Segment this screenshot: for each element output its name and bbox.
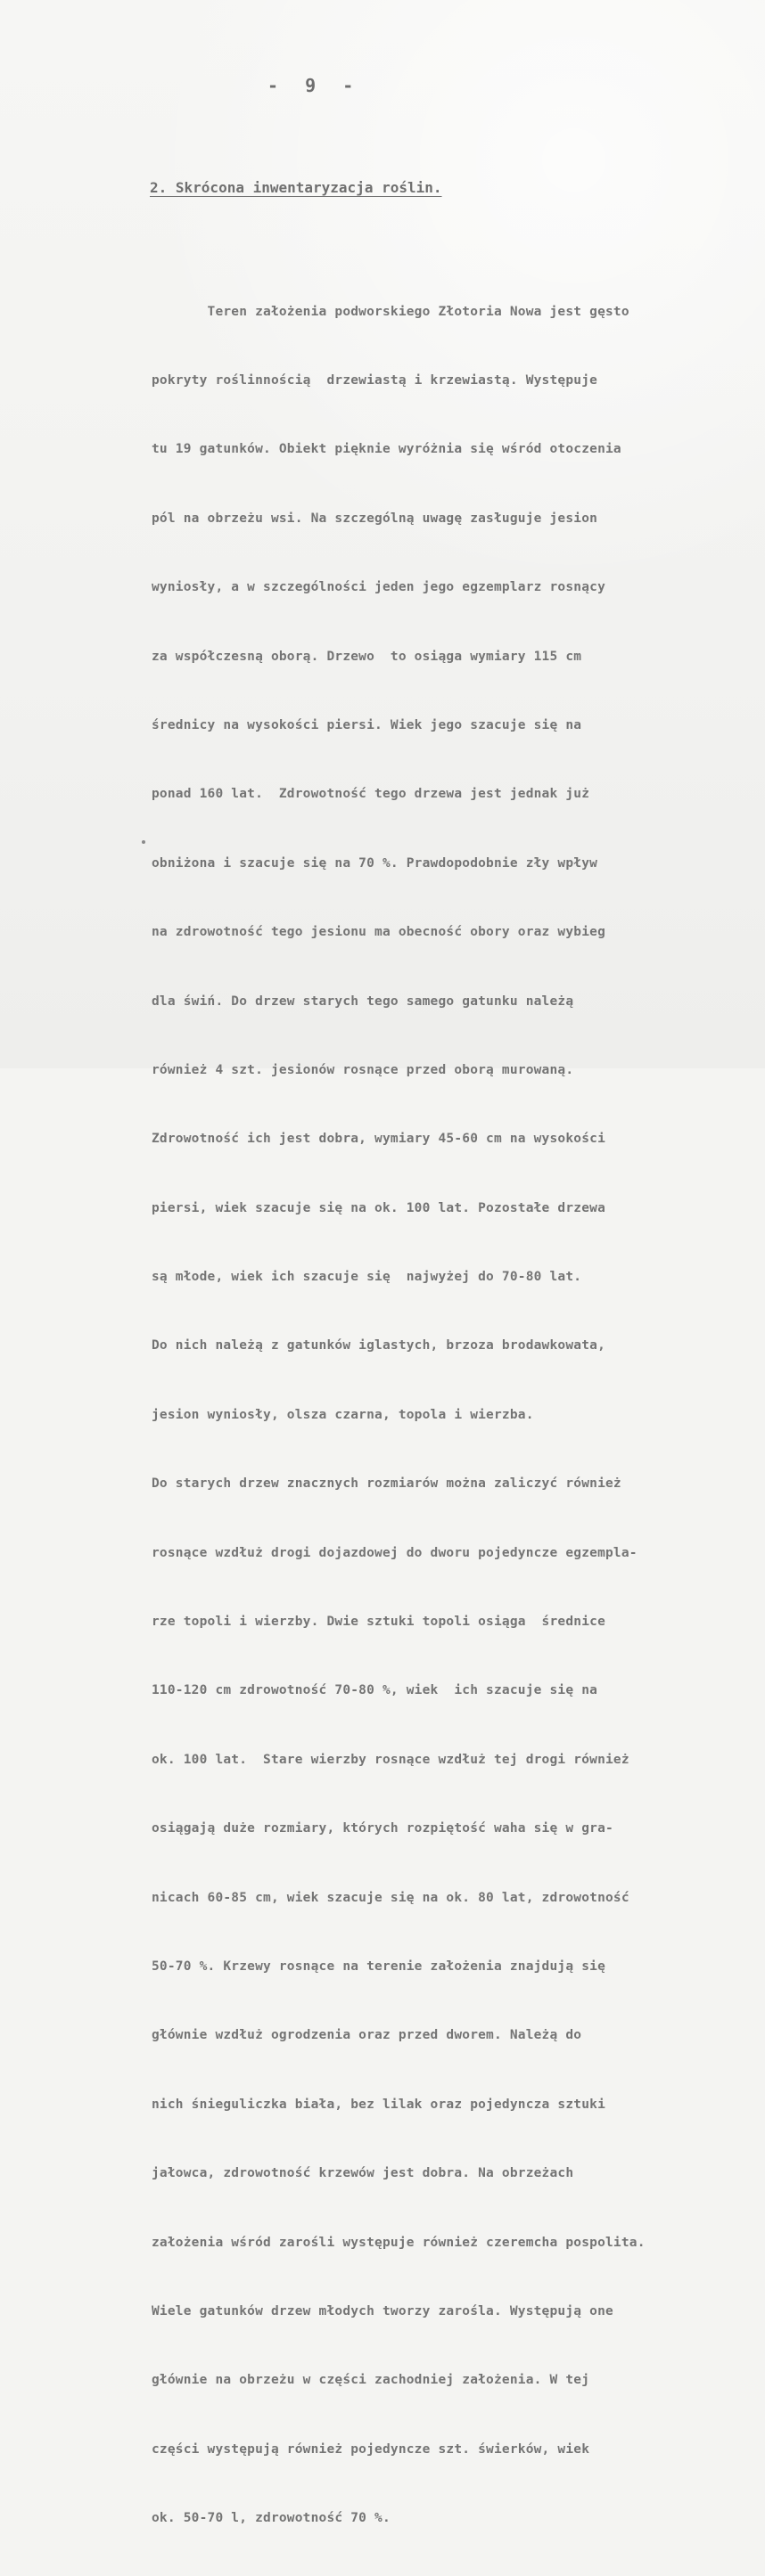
text-line: 110-120 cm zdrowotność 70-80 %, wiek ich szacuje się na: [152, 1683, 598, 1698]
text-line: Teren założenia podworskiego Złotoria Nowa jest gęsto: [152, 304, 629, 319]
text-line: średnicy na wysokości piersi. Wiek jego szacuje się na: [152, 717, 582, 732]
text-line: piersi, wiek szacuje się na ok. 100 lat. Pozostałe drzewa: [152, 1200, 605, 1215]
text-line: na zdrowotność tego jesionu ma obecność obory oraz wybieg: [152, 925, 605, 940]
text-line: tu 19 gatunków. Obiekt pięknie wyróżnia się wśród otoczenia: [152, 442, 621, 457]
text-line: wyniosły, a w szczególności jeden jego egzemplarz rosnący: [152, 580, 605, 595]
text-line: ponad 160 lat. Zdrowotność tego drzewa jest jednak już: [152, 787, 590, 802]
text-line: nich śnieguliczka biała, bez lilak oraz pojedyncza sztuki: [152, 2097, 605, 2112]
text-line: dla świń. Do drzew starych tego samego gatunku należą: [152, 994, 574, 1009]
text-line: jesion wyniosły, olsza czarna, topola i wierzba.: [152, 1407, 534, 1422]
text-line: pokryty roślinnością drzewiastą i krzewiastą. Występuje: [152, 372, 598, 388]
text-line: jałowca, zdrowotność krzewów jest dobra. Na obrzeżach: [152, 2166, 574, 2181]
section-title: 2. Skrócona inwentaryzacja roślin.: [150, 179, 442, 196]
page-number: - 9 -: [267, 75, 356, 96]
text-line: za współczesną oborą. Drzewo to osiąga wymiary 115 cm: [152, 649, 582, 664]
text-line: części występują również pojedyncze szt. świerków, wiek: [152, 2441, 590, 2457]
text-line: osiągają duże rozmiary, których rozpiętość waha się w gra-: [152, 1821, 613, 1836]
text-line: rze topoli i wierzby. Dwie sztuki topoli osiąga średnice: [152, 1615, 605, 1630]
text-line: pól na obrzeżu wsi. Na szczególną uwagę zasługuje jesion: [152, 511, 598, 526]
text-line: założenia wśród zarośli występuje również czeremcha pospolita.: [152, 2235, 646, 2250]
text-line: Wiele gatunków drzew młodych tworzy zarośla. Występują one: [152, 2303, 613, 2318]
text-line: głównie na obrzeżu w części zachodniej założenia. W tej: [152, 2373, 590, 2388]
margin-mark: [142, 840, 145, 844]
text-line: ok. 50-70 l, zdrowotność 70 %.: [152, 2511, 391, 2526]
text-line: rosnące wzdłuż drogi dojazdowej do dworu pojedyncze egzempla-: [152, 1545, 638, 1560]
text-line: Zdrowotność ich jest dobra, wymiary 45-60 cm na wysokości: [152, 1132, 605, 1147]
text-line: nicach 60-85 cm, wiek szacuje się na ok. 80 lat, zdrowotność: [152, 1890, 629, 1905]
text-line: obniżona i szacuje się na 70 %. Prawdopodobnie zły wpływ: [152, 855, 598, 871]
body-text: [152, 255, 740, 2576]
text-line: 50-70 %. Krzewy rosnące na terenie założenia znajdują się: [152, 1959, 605, 1974]
text-line: są młode, wiek ich szacuje się najwyżej do 70-80 lat.: [152, 1270, 582, 1285]
text-line: Do starych drzew znacznych rozmiarów można zaliczyć również: [152, 1476, 621, 1492]
text-line: głównie wzdłuż ogrodzenia oraz przed dworem. Należą do: [152, 2028, 582, 2043]
text-line: ok. 100 lat. Stare wierzby rosnące wzdłuż tej drogi również: [152, 1752, 629, 1767]
text-line: Do nich należą z gatunków iglastych, brzoza brodawkowata,: [152, 1338, 605, 1353]
text-line: również 4 szt. jesionów rosnące przed oborą murowaną.: [152, 1062, 574, 1077]
